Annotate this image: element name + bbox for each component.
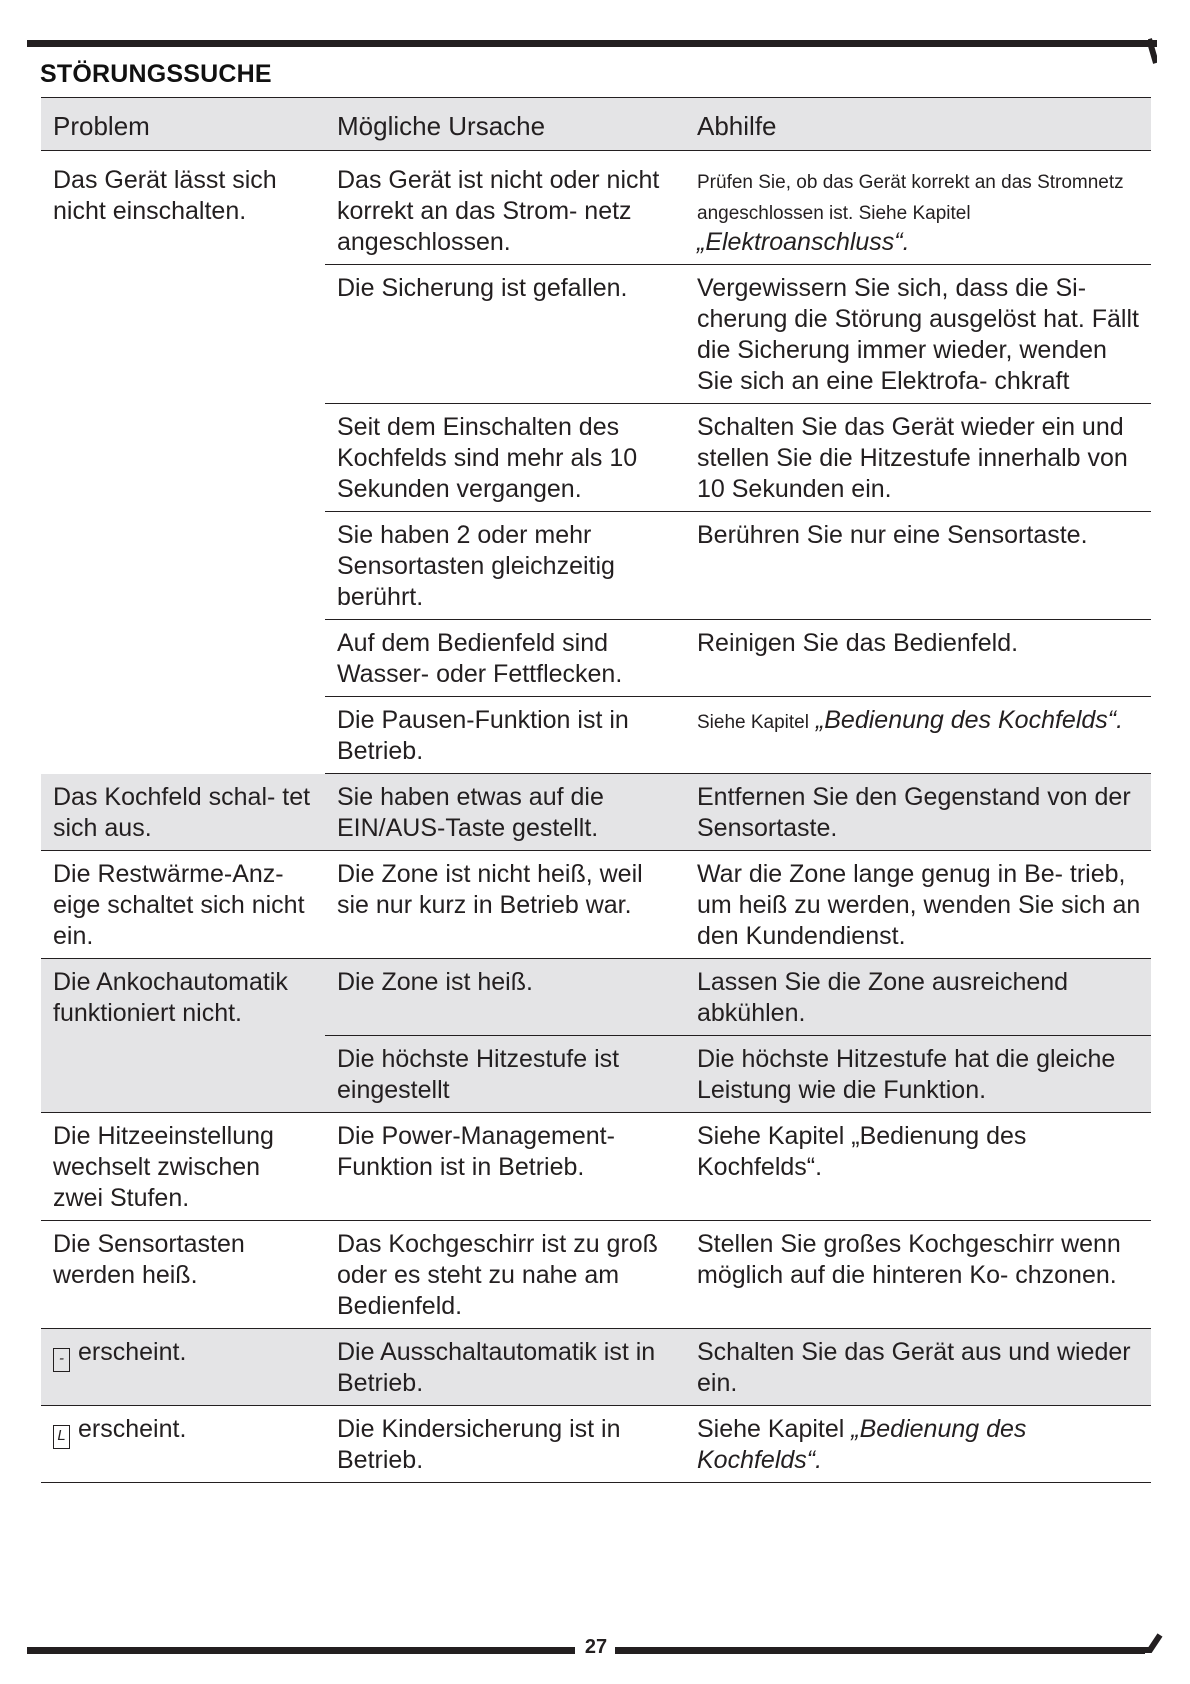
problem-cell: Die Sensortasten werden heiß. [41, 1221, 325, 1329]
table-row [41, 1406, 1151, 1483]
cause-cell: Die Pausen-Funktion ist in Betrieb. [325, 697, 685, 774]
cause-cell: Die Sicherung ist gefallen. [325, 265, 685, 404]
page-number: 27 [584, 1636, 608, 1658]
table-row [41, 1221, 1151, 1329]
cause-cell: Die Kindersicherung ist in Betrieb. [325, 1406, 685, 1483]
cause-cell: Die Zone ist nicht heiß, weil sie nur kurz in Betrieb war. [325, 851, 685, 959]
bottom-rule-right [615, 1647, 1145, 1654]
remedy-cell: Vergewissern Sie sich, dass die Si- cherung die Störung ausgelöst hat. Fällt die Sicherung immer wieder, wenden Sie sich an eine Elektrofa- chkraft [685, 265, 1151, 404]
remedy-cell [685, 697, 1151, 774]
cause-cell: Die Power-Management- Funktion ist in Betrieb. [325, 1113, 685, 1221]
table-row [41, 1329, 1151, 1406]
cause-cell: Die höchste Hitzestufe ist eingestellt [325, 1036, 685, 1113]
header-cause: Mögliche Ursache [325, 98, 685, 151]
remedy-cell: Schalten Sie das Gerät aus und wieder ein. [685, 1329, 1151, 1406]
remedy-cell: Entfernen Sie den Gegenstand von der Sensortaste. [685, 774, 1151, 851]
table-row [41, 959, 1151, 1036]
remedy-cell: Die höchste Hitzestufe hat die gleiche Leistung wie die Funktion. [685, 1036, 1151, 1113]
remedy-cell: Schalten Sie das Gerät wieder ein und stellen Sie die Hitzestufe innerhalb von 10 Sekunden ein. [685, 404, 1151, 512]
cause-cell: Sie haben 2 oder mehr Sensortasten gleichzeitig berührt. [325, 512, 685, 620]
problem-cell: Die Restwärme-Anz- eige schaltet sich nicht ein. [41, 851, 325, 959]
header-problem: Problem [41, 98, 325, 151]
table-row [41, 1113, 1151, 1221]
remedy-reference: „Bedienung des Kochfelds“. [815, 706, 1124, 734]
remedy-reference: „Bedienung des Kochfelds“. [697, 1415, 1027, 1474]
remedy-cell: War die Zone lange genug in Be- trieb, um heiß zu werden, wenden Sie sich an den Kundendienst. [685, 851, 1151, 959]
cause-cell: Das Gerät ist nicht oder nicht korrekt an das Strom- netz angeschlossen. [325, 151, 685, 265]
cause-cell: Die Ausschaltautomatik ist in Betrieb. [325, 1329, 685, 1406]
table-header-row [41, 98, 1151, 151]
bottom-rule-left [27, 1647, 575, 1654]
remedy-cell: Stellen Sie großes Kochgeschirr wenn möglich auf die hinteren Ko- chzonen. [685, 1221, 1151, 1329]
remedy-text: Siehe Kapitel [697, 1415, 852, 1443]
table-row [41, 774, 1151, 851]
problem-cell [41, 1329, 325, 1406]
remedy-cell: Berühren Sie nur eine Sensortaste. [685, 512, 1151, 620]
cause-cell: Seit dem Einschalten des Kochfelds sind mehr als 10 Sekunden vergangen. [325, 404, 685, 512]
top-rule [27, 40, 1157, 47]
problem-cell: Das Gerät lässt sich nicht einschalten. [41, 151, 325, 774]
display-symbol-icon: - [53, 1348, 70, 1372]
cause-cell: Auf dem Bedienfeld sind Wasser- oder Fettflecken. [325, 620, 685, 697]
remedy-text: Siehe Kapitel [697, 712, 809, 733]
remedy-cell: Reinigen Sie das Bedienfeld. [685, 620, 1151, 697]
table-row [41, 151, 1151, 265]
problem-text: erscheint. [78, 1415, 187, 1443]
problem-text: erscheint. [78, 1338, 187, 1366]
remedy-cell [685, 151, 1151, 265]
remedy-cell: Siehe Kapitel „Bedienung des Kochfelds“. [685, 1113, 1151, 1221]
remedy-reference: „Elektroanschluss“. [697, 228, 910, 256]
problem-cell [41, 1406, 325, 1483]
cause-cell: Die Zone ist heiß. [325, 959, 685, 1036]
child-lock-symbol-icon: L [53, 1425, 70, 1449]
cause-cell: Sie haben etwas auf die EIN/AUS-Taste gestellt. [325, 774, 685, 851]
remedy-text: Prüfen Sie, ob das Gerät korrekt an das Stromnetz angeschlossen ist. Siehe Kapitel [697, 172, 1124, 224]
corner-hook-icon [1140, 1632, 1164, 1654]
table-row [41, 851, 1151, 959]
header-remedy: Abhilfe [685, 98, 1151, 151]
remedy-cell [685, 1406, 1151, 1483]
problem-cell: Das Kochfeld schal- tet sich aus. [41, 774, 325, 851]
troubleshooting-table [41, 97, 1151, 1483]
remedy-cell: Lassen Sie die Zone ausreichend abkühlen. [685, 959, 1151, 1036]
cause-cell: Das Kochgeschirr ist zu groß oder es steht zu nahe am Bedienfeld. [325, 1221, 685, 1329]
problem-cell: Die Ankochautomatik funktioniert nicht. [41, 959, 325, 1113]
corner-hook-icon [1148, 38, 1157, 64]
problem-cell: Die Hitzeeinstellung wechselt zwischen zwei Stufen. [41, 1113, 325, 1221]
section-title: STÖRUNGSSUCHE [40, 60, 272, 88]
